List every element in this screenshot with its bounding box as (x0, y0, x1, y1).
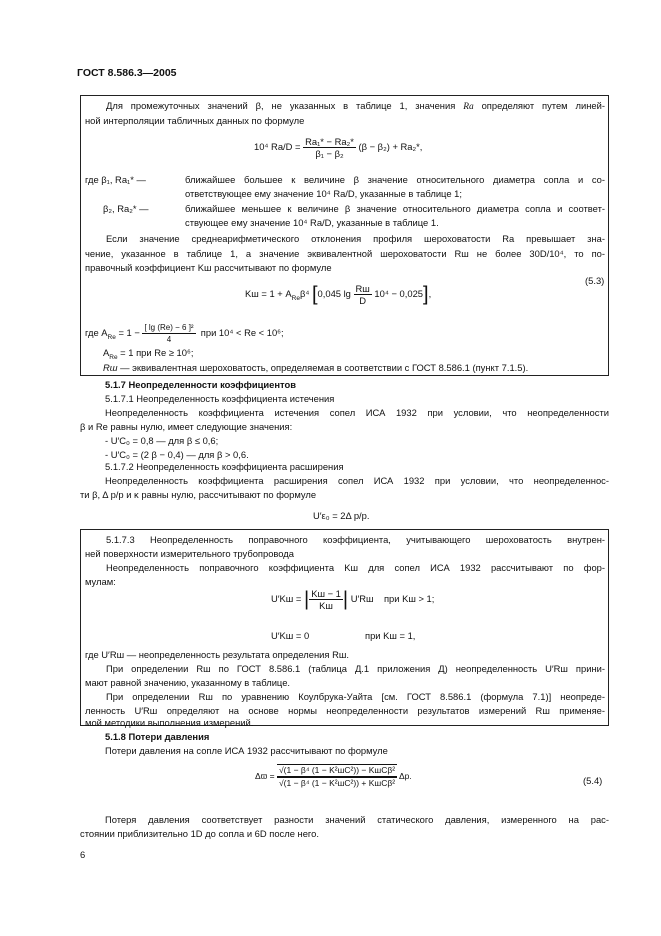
paragraph-line: Неопределенность поправочного коэффициента Kш для сопел ИСА 1932 рассчитывают по фор- (106, 562, 605, 573)
paragraph-line: ленность U′Rш определяют на основе нормы неопределенности результатов измерений Rш применяе- (85, 705, 605, 716)
paragraph-line: мой методики выполнения измерений. (85, 717, 254, 728)
section-heading-5-1-7: 5.1.7 Неопределенности коэффициентов (105, 379, 296, 390)
where-text: ближайшее меньшее к величине β значение относительного диаметра сопла и соответ- (185, 203, 605, 214)
formula-epsilon: U′ε₀ = 2Δ p/p. (313, 510, 370, 521)
paragraph-line: ти β, Δ p/p и κ равны нулю, рассчитывают по формуле (80, 489, 317, 500)
list-item: - U′C₀ = (2 β − 0,4) — для β > 0,6. (105, 449, 249, 460)
where-text: где U′Rш — неопределенность результата определения Rш. (85, 649, 349, 660)
equation-number: (5.3) (585, 275, 605, 286)
paragraph-line: Потеря давления соответствует разности значений статического давления, измеренного на рас- (105, 814, 609, 825)
paragraph-line: β и Re равны нулю, имеет следующие значения: (80, 421, 293, 432)
formula-5-4: Δϖ = $\frac{\text{√(1 − β⁴ (1 − K²шC²)) − KшCβ²}}{\text{√(1 − β⁴ (1 − K²шC²)) + KшCβ²}}$ Δp. (255, 765, 412, 788)
formula-interpolation: 10⁴ Ra/D = $\frac{\text{Ra₁* − Ra₂*}}{\text{β₁ − β₂}}$ (β − β₂) + Ra₂*, (254, 136, 423, 159)
where-text: ближайшее большее к величине β значение относительного диаметра сопла и со- (185, 174, 605, 185)
formula-5-3: Kш = $1 + A_{Re}\beta^4$ [0,045 lg $\frac{Rш}{D}$ 10⁴ − 0,025], (245, 283, 432, 306)
paragraph-line: При определении Rш по ГОСТ 8.586.1 (таблица Д.1 приложения Д) неопределенность U′Rш прини- (106, 663, 605, 674)
paragraph-line: Неопределенность коэффициента истечения сопел ИСА 1932 при условии, что неопределенности (105, 407, 609, 418)
formula-are-2: $A_{Re} = 1$ при Re ≥ 10⁶; (103, 347, 194, 361)
paragraph-line: мулам: (85, 576, 116, 587)
where-rsh: Rш — эквивалентная шероховатость, определяемая в соответствии с ГОСТ 8.586.1 (пункт 7.1.5). (103, 362, 529, 373)
subsection-heading-5-1-7-1: 5.1.7.1 Неопределенность коэффициента истечения (105, 393, 335, 404)
where-symbol: где β₁, Ra₁* — (85, 174, 146, 185)
paragraph-line: Потери давления на сопле ИСА 1932 рассчитывают по формуле (105, 745, 388, 756)
document-header: ГОСТ 8.586.3—2005 (77, 67, 177, 79)
formula-are: где $A_{Re} = 1$ − $\frac{\text{[ lg (Re) − 6 ]²}}{4}$ при 10⁴ < Re < 10⁶; (85, 323, 284, 344)
paragraph-line: Неопределенность коэффициента расширения сопел ИСА 1932 при условии, что неопределеннос- (105, 475, 609, 486)
note-box-interpolation (80, 95, 609, 376)
where-text: ответствующее ему значение 10⁴ Ra/D, указанные в таблице 1; (185, 188, 462, 199)
paragraph-line: При определении Rш по уравнению Коулбрука-Уайта [см. ГОСТ 8.586.1 (формула 7.1)] неопреде- (106, 691, 605, 702)
formula-uk-2-cond: при Kш = 1, (365, 630, 416, 641)
page-number: 6 (80, 849, 86, 860)
paragraph-line: ной интерполяции табличных данных по формуле (85, 115, 305, 126)
where-text: ствующее ему значение 10⁴ Ra/D, указанные в таблице 1. (185, 217, 439, 228)
paragraph-line: стоянии приблизительно 1D до сопла и 6D после него. (80, 828, 319, 839)
note-box-roughness (80, 529, 609, 726)
list-item: - U′C₀ = 0,8 — для β ≤ 0,6; (105, 435, 219, 446)
paragraph-line: ней поверхности измерительного трубопровода (85, 548, 294, 559)
equation-number: (5.4) (583, 775, 603, 786)
paragraph-line: правочный коэффициент Kш рассчитывают по формуле (85, 262, 332, 273)
paragraph-line: Если значение среднеарифметического отклонения профиля шероховатости Ra превышает зна- (106, 233, 605, 244)
where-symbol: β₂, Ra₂* — (103, 203, 149, 214)
paragraph-line: чение, указанное в таблице 1, а значение эквивалентной шероховатости Rш не более 30D/10⁴, то по- (85, 248, 605, 259)
paragraph-line: Для промежуточных значений β, не указанных в таблице 1, значения Ra определяют путем линей- (106, 100, 605, 112)
section-heading-5-1-8: 5.1.8 Потери давления (105, 731, 210, 742)
formula-uk-1: U′Kш = | $\frac{Kш - 1}{Kш}$ | U′Rш при Kш > 1; (271, 588, 435, 611)
subsection-heading-5-1-7-2: 5.1.7.2 Неопределенность коэффициента расширения (105, 461, 344, 472)
paragraph-line: мают равной значению, указанному в таблице. (85, 677, 291, 688)
formula-uk-2: U′Kш = 0 (271, 630, 310, 641)
subsection-heading-5-1-7-3: 5.1.7.3 Неопределенность поправочного коэффициента, учитывающего шероховатость внутрен- (106, 534, 605, 545)
